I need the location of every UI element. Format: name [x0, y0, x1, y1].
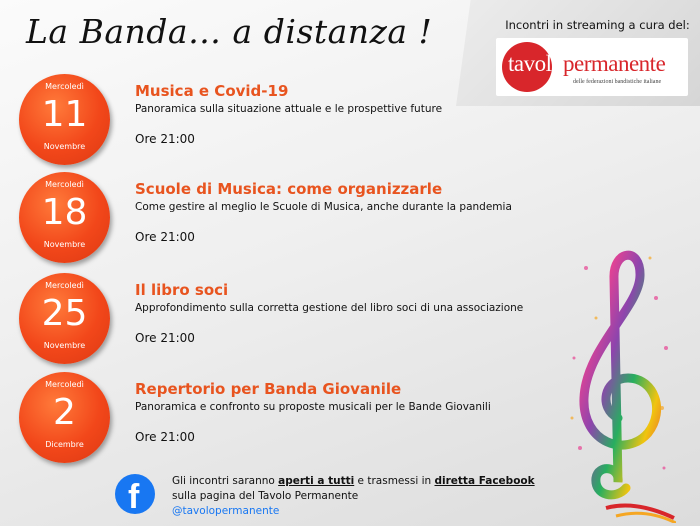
- event-title: Musica e Covid-19: [135, 82, 289, 100]
- event-item: [0, 273, 620, 363]
- event-description: Panoramica sulla situazione attuale e le prospettive future: [135, 103, 443, 115]
- date-day: 25: [41, 293, 88, 334]
- event-description: Come gestire al meglio le Scuole di Musica, anche durante la pandemia: [135, 201, 512, 213]
- date-weekday: Mercoledì: [45, 380, 84, 389]
- footer-note: [172, 474, 535, 519]
- date-month: Novembre: [43, 240, 86, 249]
- date-badge: [19, 273, 110, 364]
- date-month: Novembre: [43, 142, 86, 151]
- date-day: 18: [41, 192, 88, 233]
- event-title: Scuole di Musica: come organizzarle: [135, 180, 443, 198]
- facebook-icon[interactable]: f: [115, 474, 155, 514]
- page-title: La Banda… a distanza !: [26, 12, 433, 51]
- date-weekday: Mercoledì: [45, 281, 84, 290]
- logo-word-tavolo: tavolo: [508, 51, 563, 76]
- event-time: Ore 21:00: [135, 132, 195, 146]
- treble-clef-icon: [566, 238, 676, 523]
- event-item: [0, 172, 620, 262]
- event-title: Il libro soci: [135, 281, 229, 299]
- date-badge: [19, 172, 110, 263]
- footer-line-2: sulla pagina del Tavolo Permanente: [172, 490, 359, 502]
- footer-line-1: Gli incontri saranno aperti a tutti e trasmessi in diretta Facebook: [172, 475, 535, 487]
- date-badge: [19, 372, 110, 463]
- event-time: Ore 21:00: [135, 230, 195, 244]
- event-time: Ore 21:00: [135, 430, 195, 444]
- streaming-label: Incontri in streaming a cura del:: [505, 18, 690, 32]
- event-item: [0, 74, 620, 164]
- logo-subtitle: delle federazioni bandistiche italiane: [573, 79, 662, 85]
- date-day: 2: [53, 392, 76, 433]
- event-title: Repertorio per Banda Giovanile: [135, 380, 402, 398]
- event-description: Approfondimento sulla corretta gestione del libro soci di una associazione: [135, 302, 524, 314]
- event-time: Ore 21:00: [135, 331, 195, 345]
- date-day: 11: [41, 94, 88, 135]
- date-weekday: Mercoledì: [45, 82, 84, 91]
- event-description: Panoramica e confronto su proposte musicali per le Bande Giovanili: [135, 401, 491, 413]
- date-month: Dicembre: [45, 440, 84, 449]
- footer-facebook-live[interactable]: diretta Facebook: [434, 475, 535, 487]
- logo-word-permanente: permanente: [563, 51, 666, 76]
- footer-open-to-all: aperti a tutti: [278, 475, 355, 487]
- date-weekday: Mercoledì: [45, 180, 84, 189]
- event-item: [0, 372, 620, 462]
- date-badge: [19, 74, 110, 165]
- date-month: Novembre: [43, 341, 86, 350]
- facebook-handle-link[interactable]: @tavolopermanente: [172, 505, 280, 517]
